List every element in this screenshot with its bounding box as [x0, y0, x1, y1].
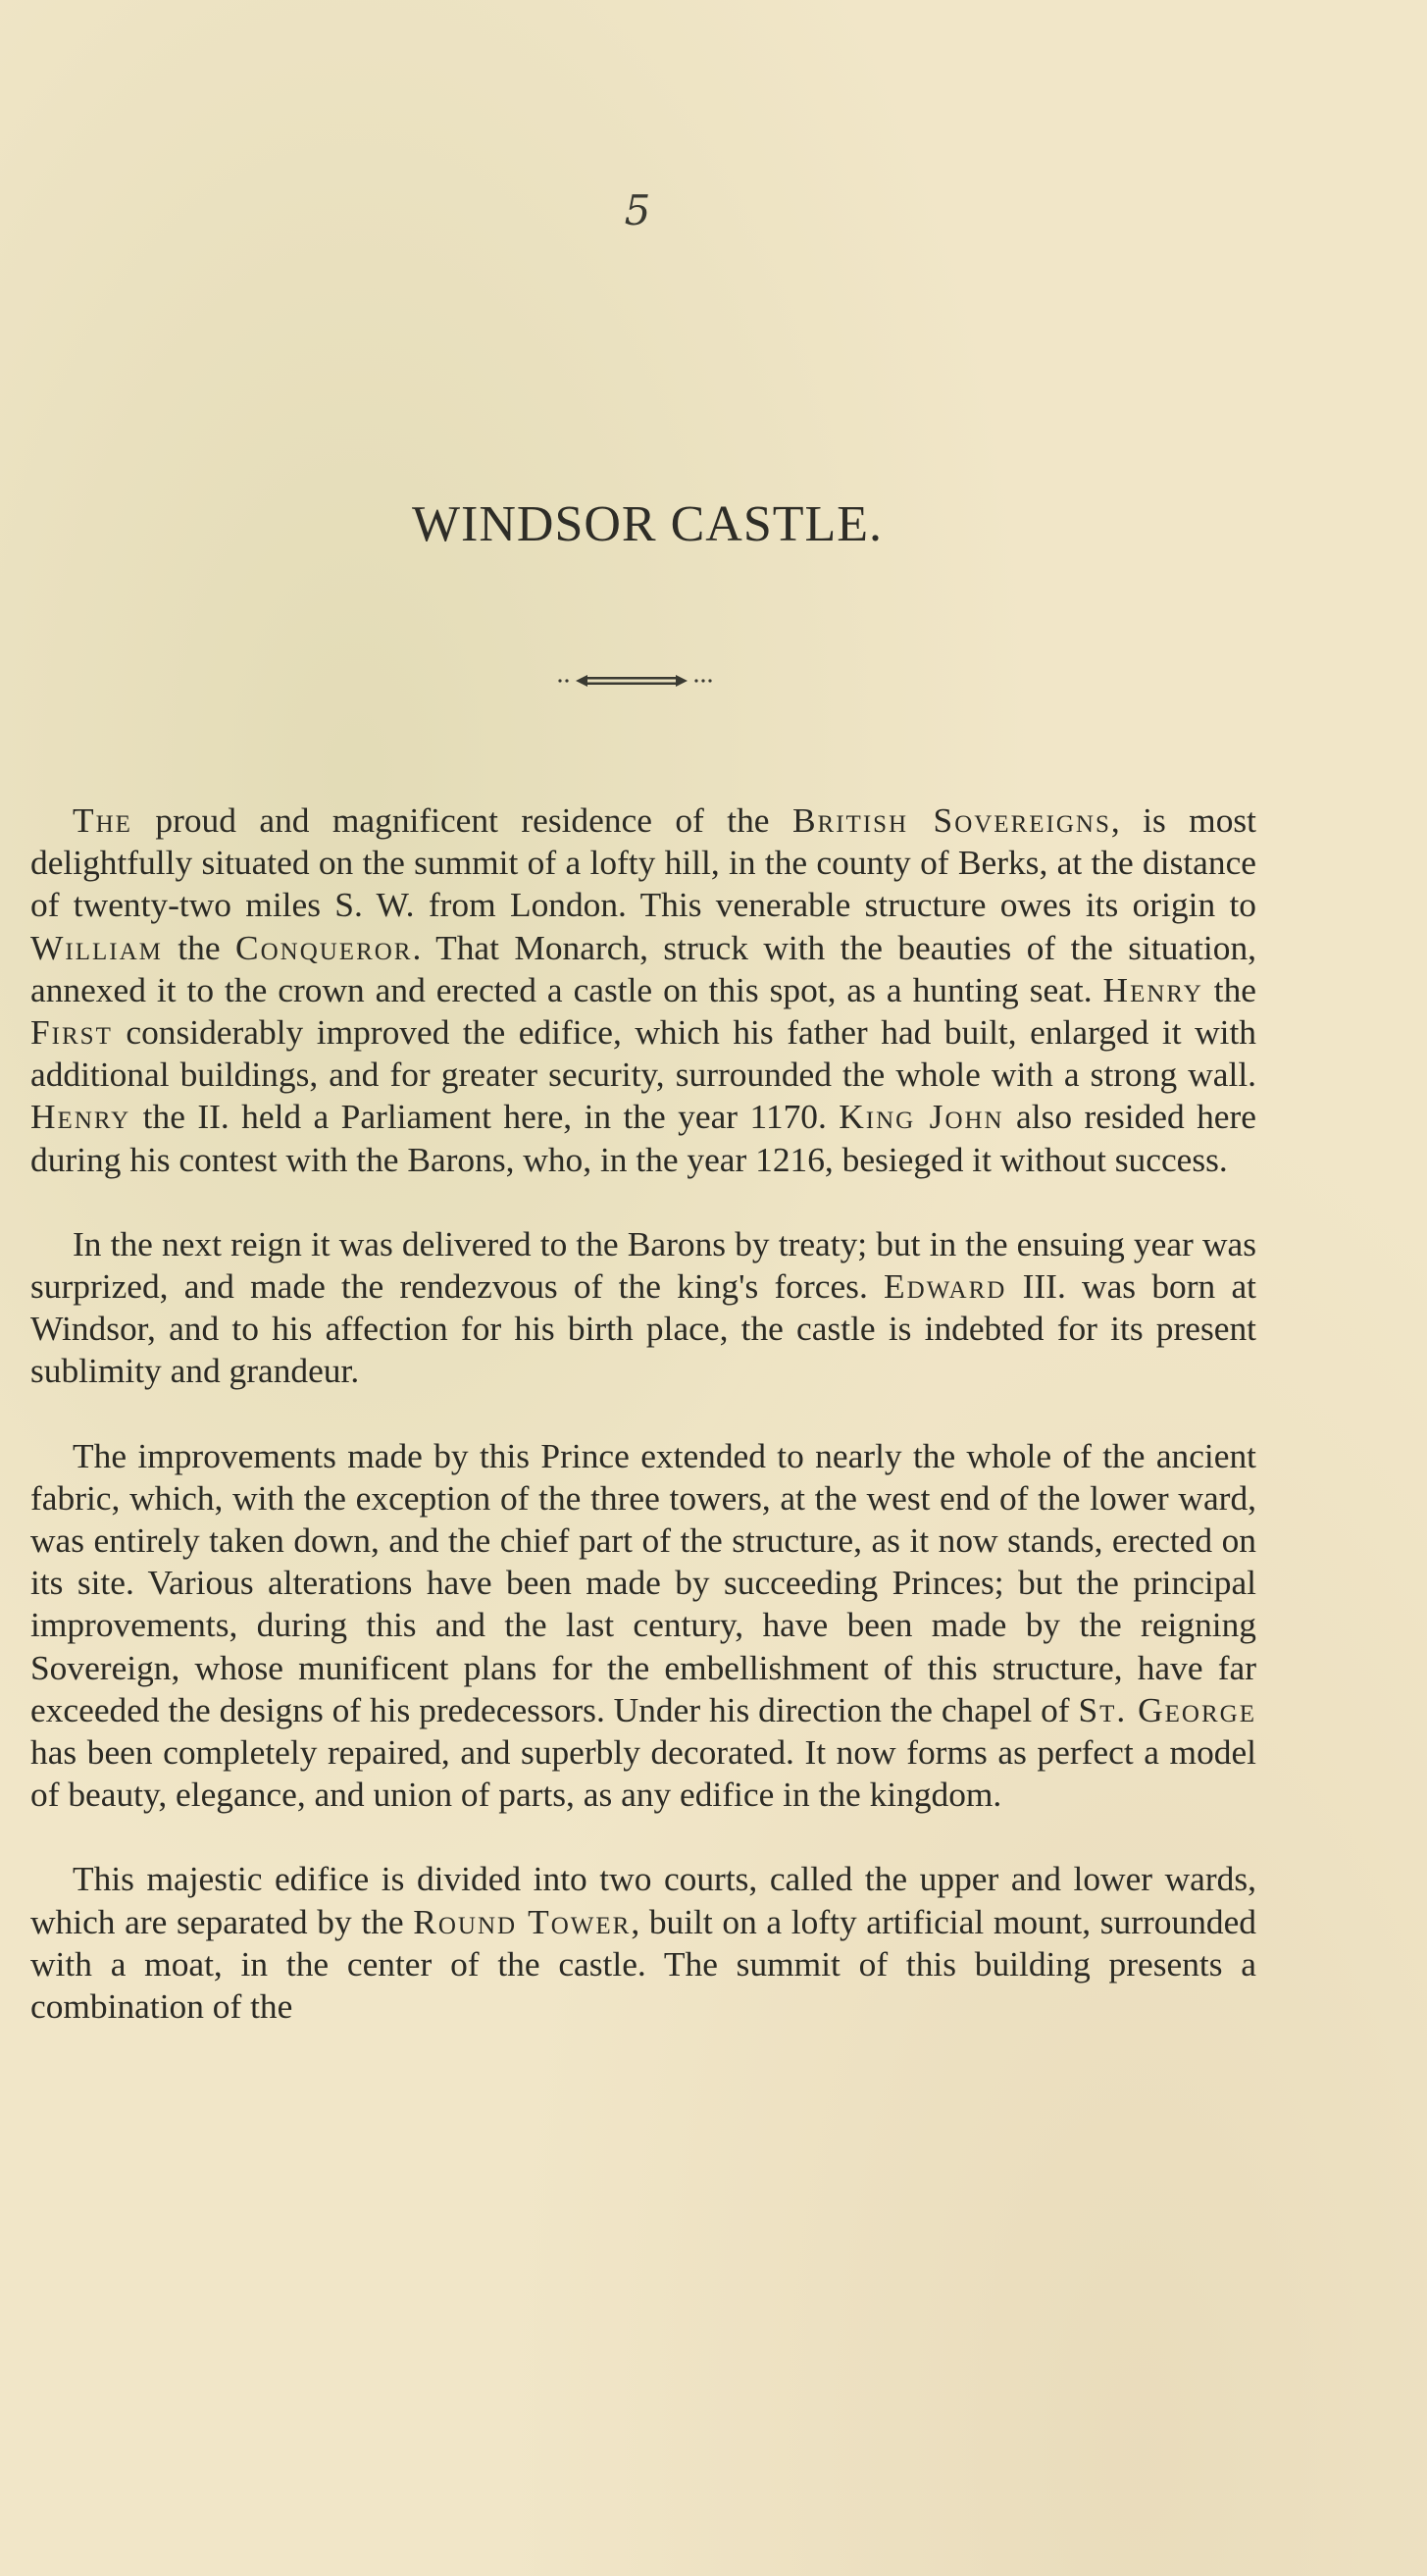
paragraph: [30, 1858, 1256, 2028]
text-run: has been completely repaired, and superbly decorated. It now forms as perfect a model of beauty, elegance, and union of parts, as any edifice in the kingdom.: [30, 1732, 1256, 1815]
small-caps-text: Conqueror: [234, 927, 413, 967]
small-caps-text: British Sovereigns: [791, 800, 1111, 840]
small-caps-text: William: [30, 927, 163, 967]
text-run: The improvements made by this Prince extended to nearly the whole of the ancient fabric, which, with the exception of the three towers, at the west end of the lower ward, was entirely taken down, and the chief part of the structure, as it now stands, erected on its site. Various alterations have been made by succeeding Princes; but the principal improvements, during this and the last century, have been made by the reigning Sovereign, whose munificent plans for the embellishment of this structure, have far exceeded the designs of his predecessors. Under his direction the chapel of: [30, 1435, 1256, 1729]
text-run: In the next reign it was delivered to the Barons by treaty; but in the ensuing year was surprized, and made the rendezvous of the king's forces.: [30, 1223, 1256, 1307]
paragraph: [30, 1435, 1256, 1817]
small-caps-text: First: [30, 1012, 113, 1053]
text-run: the II. held a Parliament here, in the year 1170.: [130, 1097, 840, 1137]
text-run: the: [1202, 969, 1256, 1009]
text-run: also resided here during his contest with the Barons, who, in the year 1216, besieged it without success.: [30, 1097, 1256, 1179]
paragraph: [30, 799, 1256, 1181]
text-run: . That Monarch, struck with the beauties of the situation, annexed it to the crown and erected a castle on this spot, as a hunting seat.: [30, 927, 1257, 1009]
small-caps-text: Edward: [884, 1266, 1007, 1307]
text-run: This majestic edifice is divided into two courts, called the upper and lower wards, which are separated by the: [30, 1859, 1256, 1941]
small-caps-text: King John: [839, 1097, 1004, 1137]
body-text: [30, 799, 1256, 2028]
text-run: the: [162, 927, 235, 967]
text-run: , built on a lofty artificial mount, surrounded with a moat, in the center of the castle. The summit of this building presents a combination of the: [30, 1901, 1256, 2027]
divider-ornament-icon: [554, 671, 731, 691]
chapter-title: WINDSOR CASTLE.: [411, 496, 884, 552]
small-caps-text: The: [73, 800, 132, 840]
small-caps-text: Round Tower: [413, 1901, 632, 1941]
small-caps-text: St. George: [1078, 1689, 1256, 1729]
text-run: , is most delightfully situated on the summit of a lofty hill, in the county of Berks, at the distance of twenty-two miles S. W. from London. This venerable structure owes its origin to: [30, 800, 1257, 925]
text-run: proud and magnificent residence of the: [131, 800, 792, 840]
paragraph: [30, 1223, 1256, 1393]
text-run: III. was born at Windsor, and to his affection for his birth place, the castle is indebted for its present sublimity and grandeur.: [30, 1266, 1257, 1391]
small-caps-text: Henry: [1102, 969, 1203, 1009]
page-number: 5: [624, 186, 651, 234]
small-caps-text: Henry: [30, 1097, 131, 1137]
text-run: considerably improved the edifice, which his father had built, enlarged it with additional buildings, and for greater security, surrounded the whole with a strong wall.: [30, 1012, 1256, 1095]
